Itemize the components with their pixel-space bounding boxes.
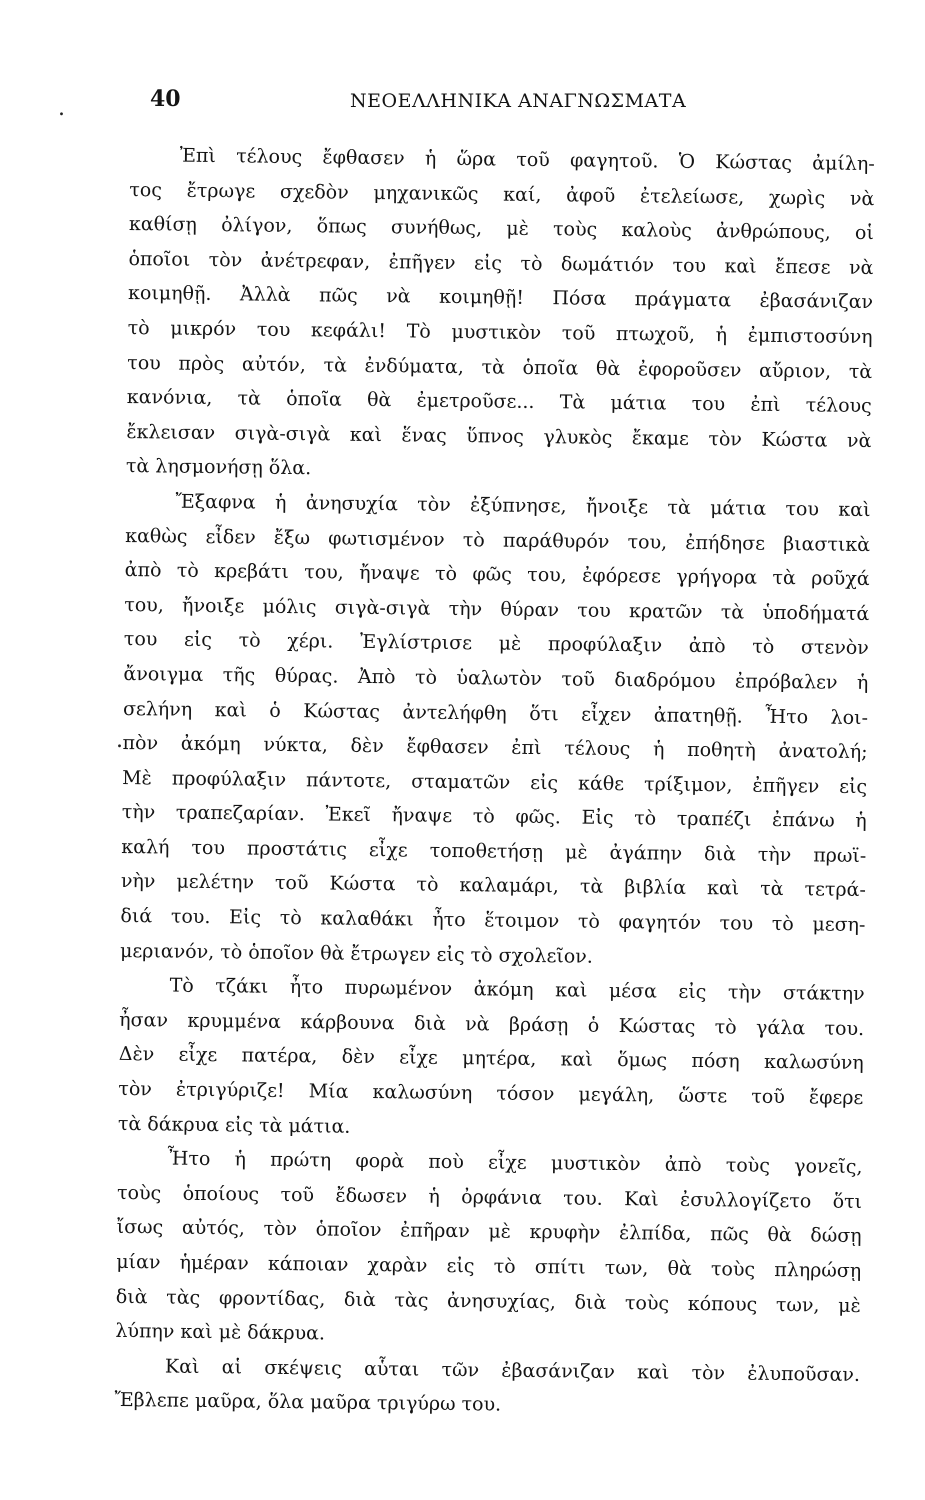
text-line: ἔκλεισαν σιγὰ-σιγὰ καὶ ἕνας ὕπνος γλυκὸς ἔκαμε τὸν Κώστα νὰ: [126, 420, 872, 452]
text-line: τος ἔτρωγε σχεδὸν μηχανικῶς καί, ἀφοῦ ἐτελείωσε, χωρὶς νὰ: [129, 178, 875, 210]
text-line: Ἦτο ἡ πρώτη φορὰ ποὺ εἶχε μυστικὸν ἀπὸ τοὺς γονεῖς,: [167, 1147, 863, 1179]
text-line: ἴσως αὐτός, τὸν ὁποῖον ἐπῆραν μὲ κρυφὴν ἐλπίδα, πῶς θὰ δώσῃ: [116, 1216, 862, 1248]
text-line: Τὸ τζάκι ἦτο πυρωμένον ἀκόμη καὶ μέσα εἰς τὴν στάκτην: [169, 974, 865, 1006]
text-line: ὁποῖοι τὸν ἀνέτρεφαν, ἐπῆγεν εἰς τὸ δωμάτιόν του καὶ ἔπεσε νὰ: [128, 247, 874, 279]
paragraph: [115, 1141, 862, 1358]
text-line: καθίσῃ ὀλίγον, ὅπως συνήθως, μὲ τοὺς καλοὺς ἀνθρώπους, οἱ: [128, 213, 875, 245]
text-line: κανόνια, τὰ ὁποῖα θὰ ἐμετροῦσε... Τὰ μάτια του ἐπὶ τέλους: [126, 386, 872, 418]
paragraph: [120, 484, 871, 977]
text-line: του, ἤνοιξε μόλις σιγὰ-σιγὰ τὴν θύραν του κρατῶν τὰ ὑποδήματά: [124, 593, 870, 625]
paragraph: [126, 138, 875, 493]
page-number: 40: [150, 86, 181, 112]
text-line: Δὲν εἶχε πατέρα, δὲν εἶχε μητέρα, καὶ ὅμως πόση καλωσύνη: [118, 1043, 864, 1075]
margin-dot: .: [58, 96, 65, 121]
paragraph: [118, 968, 865, 1150]
text-line: ἀπὸ τὸ κρεβάτι του, ἤναψε τὸ φῶς του, ἐφόρεσε γρήγορα τὰ ροῦχά: [124, 559, 870, 591]
page-header: [150, 86, 870, 126]
text-line: διὰ τὰς φροντίδας, διὰ τὰς ἀνησυχίας, διὰ τοὺς κόπους των, μὲ: [115, 1285, 861, 1317]
running-head: ΝΕΟΕΛΛΗΝΙΚΑ ΑΝΑΓΝΩΣΜΑΤΑ: [350, 90, 687, 112]
text-line: Ἔβλεπε μαῦρα, ὅλα μαῦρα τριγύρω του.: [114, 1389, 502, 1417]
text-line: διά του. Εἰς τὸ καλαθάκι ἦτο ἕτοιμον τὸ φαγητόν του τὸ μεση-: [120, 905, 866, 937]
margin-dot: .: [116, 728, 123, 753]
text-line: σελήνη καὶ ὁ Κώστας ἀντελήφθη ὅτι εἶχεν ἀπατηθῇ. Ἦτο λοι-: [122, 697, 869, 729]
text-line: τὸν ἐτριγύριζε! Μία καλωσύνη τόσον μεγάλη, ὥστε τοῦ ἔφερε: [118, 1077, 864, 1110]
paragraph: [114, 1349, 860, 1427]
text-line: ἄνοιγμα τῆς θύρας. Ἀπὸ τὸ ὑαλωτὸν τοῦ διαδρόμου ἐπρόβαλεν ἡ: [123, 662, 869, 694]
text-line: Καὶ αἱ σκέψεις αὗται τῶν ἐβασάνιζαν καὶ τὸν ἐλυποῦσαν.: [164, 1355, 861, 1386]
text-line: καλή του προστάτις εἶχε τοποθετήσῃ μὲ ἀγάπην διὰ τὴν πρωϊ-: [121, 835, 867, 867]
text-line: ἦσαν κρυμμένα κάρβουνα διὰ νὰ βράσῃ ὁ Κώστας τὸ γάλα του.: [119, 1008, 865, 1040]
text-line: του πρὸς αὐτόν, τὰ ἐνδύματα, τὰ ὁποῖα θὰ ἐφοροῦσεν αὔριον, τὰ: [127, 351, 873, 383]
text-line: νὴν μελέτην τοῦ Κώστα τὸ καλαμάρι, τὰ βιβλία καὶ τὰ τετρά-: [120, 870, 866, 902]
text-line: κοιμηθῇ. Ἀλλὰ πῶς νὰ κοιμηθῇ! Πόσα πράγματα ἐβασάνιζαν: [127, 282, 874, 314]
text-line: τοὺς ὁποίους τοῦ ἔδωσεν ἡ ὀρφάνια του. Καὶ ἐσυλλογίζετο ὅτι: [116, 1181, 863, 1213]
text-line: τὴν τραπεζαρίαν. Ἐκεῖ ἤναψε τὸ φῶς. Εἰς τὸ τραπέζι ἐπάνω ἡ: [121, 801, 867, 833]
text-line: μίαν ἡμέραν κάποιαν χαρὰν εἰς τὸ σπίτι των, θὰ τοὺς πληρώσῃ: [116, 1250, 862, 1283]
text-line: Ἔξαφνα ἡ ἀνησυχία τὸν ἐξύπνησε, ἤνοιξε τὰ μάτια του καὶ: [175, 490, 871, 522]
text-line: Ἐπὶ τέλους ἔφθασεν ἡ ὥρα τοῦ φαγητοῦ. Ὁ Κώστας ἀμίλη-: [179, 144, 875, 176]
text-line: τὸ μικρόν του κεφάλι! Τὸ μυστικὸν τοῦ πτωχοῦ, ἡ ἐμπιστοσύνη: [127, 316, 873, 349]
body-text: [114, 138, 875, 1427]
text-line: πὸν ἀκόμη νύκτα, δὲν ἔφθασεν ἐπὶ τέλους ἡ ποθητὴ ἀνατολή;: [122, 732, 868, 764]
text-line: του εἰς τὸ χέρι. Ἐγλίστρισε μὲ προφύλαξιν ἀπὸ τὸ στενὸν: [123, 628, 869, 660]
text-line: Μὲ προφύλαξιν πάντοτε, σταματῶν εἰς κάθε τρίξιμον, ἐπῆγεν εἰς: [122, 766, 868, 798]
text-line: τὰ δάκρυα εἰς τὰ μάτια.: [117, 1112, 351, 1138]
text-line: μεριανόν, τὸ ὁποῖον θὰ ἔτρωγεν εἰς τὸ σχολεῖον.: [119, 939, 593, 968]
text-line: τὰ λησμονήσῃ ὅλα.: [125, 455, 312, 480]
text-line: λύπην καὶ μὲ δάκρυα.: [115, 1320, 326, 1345]
text-line: καθὼς εἶδεν ἔξω φωτισμένον τὸ παράθυρόν του, ἐπήδησε βιαστικὰ: [125, 524, 871, 556]
